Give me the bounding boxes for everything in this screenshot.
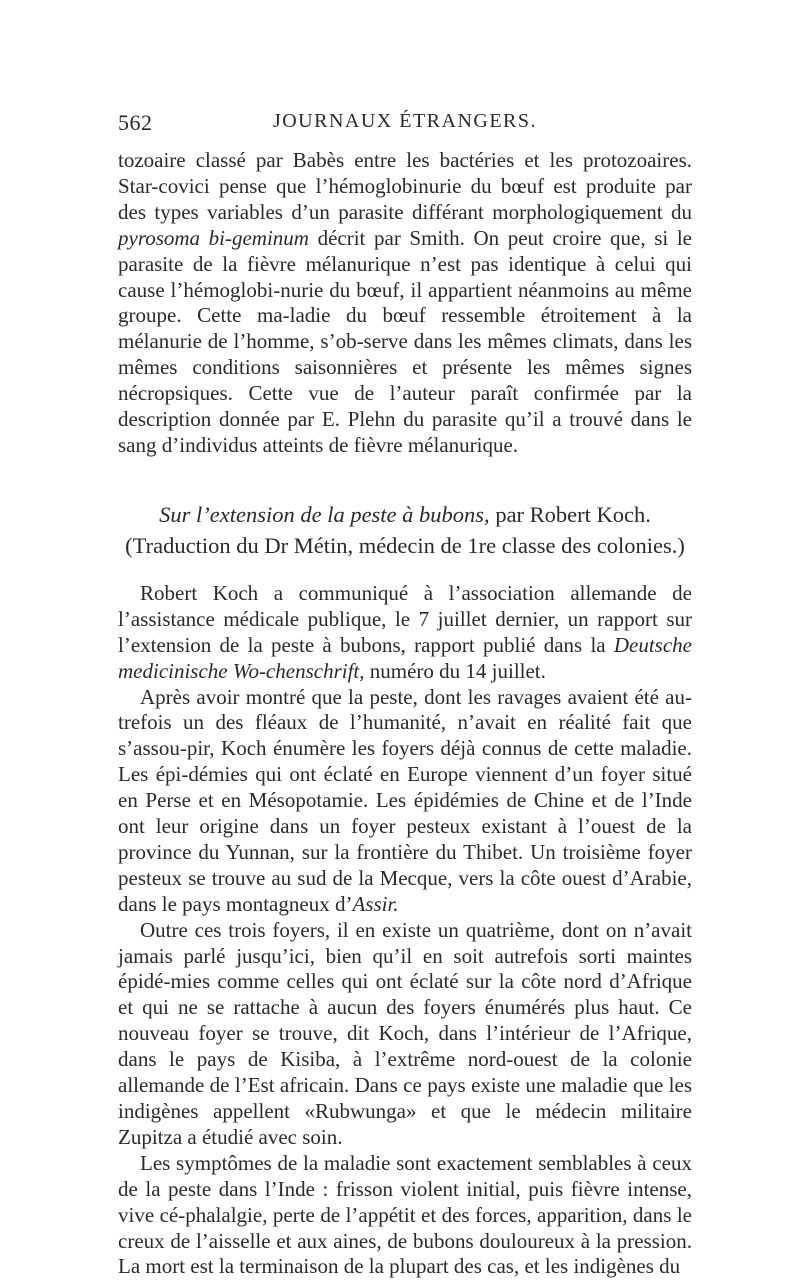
article-title [118, 499, 692, 561]
article-title-author: par Robert Koch. [489, 501, 651, 527]
paragraph-4 [118, 918, 692, 1151]
para5-text: Les symptômes de la maladie sont exactement semblables à ceux de la peste dans l’Inde : frisson violent initial, puis fièvre intense, vive cé-phalalgie, perte de l’appétit et des forces, apparition, dans le creux de l’aisselle et aux aines, de bubons douloureux à la pression. La mort est la terminaison de la plupart des cas, et les indigènes du [118, 1150, 692, 1279]
para2-text-a: Robert Koch a communiqué à l’association allemande de l’assistance médicale publique, le 7 juillet dernier, un rapport sur l’extension de la peste à bubons, rapport publié dans la [118, 580, 692, 657]
para2-text-b: numéro du 14 juillet. [364, 658, 546, 683]
para3-italic-place: Assir. [352, 891, 399, 916]
article-title-line1 [118, 499, 692, 530]
para2-italic-journal: Deutsche medicinische Wo-chenschrift, [118, 632, 692, 683]
paragraph-5 [118, 1151, 692, 1280]
page-header [118, 110, 692, 140]
paragraph-continuation [118, 148, 692, 459]
para1-italic-species: pyrosoma bi-geminum [118, 225, 309, 250]
running-head: JOURNAUX ÉTRANGERS. [272, 110, 538, 132]
para3-text-a: Après avoir montré que la peste, dont les ravages avaient été au-trefois un des fléaux de l’humanité, n’avait en réalité fait que s’assou-pir, Koch énumère les foyers déjà connus de cette maladie. Les épi-démies qui ont éclaté en Europe viennent d’un foyer situé en Perse et en Mésopotamie. Les épidémies de Chine et de l’Inde ont leur origine dans un foyer pesteux existant à l’ouest de la province du Yunnan, sur la frontière du Thibet. Un troisième foyer pesteux se trouve au sud de la Mecque, vers la côte ouest d’Arabie, dans le pays montagneux d’ [118, 684, 692, 916]
article-title-italic: Sur l’extension de la peste à bubons, [159, 501, 490, 527]
page-number: 562 [118, 110, 153, 135]
paragraph-3 [118, 685, 692, 918]
article-title-line2: (Traduction du Dr Métin, médecin de 1re classe des colonies.) [125, 532, 685, 558]
para1-text-b: décrit par Smith. On peut croire que, si le parasite de la fièvre mélanurique n’est pas identique à celui qui cause l’hémoglobi-nurie du bœuf, il appartient néanmoins au même groupe. Cette ma-ladie du bœuf ressemble étroitement à la mélanurie de l’homme, s’ob-serve dans les mêmes climats, dans les mêmes conditions saisonnières et présente les mêmes signes nécropsiques. Cette vue de l’auteur paraît confirmée par la description donnée par E. Plehn du parasite qu’il a trouvé dans le sang d’individus atteints de fièvre mélanurique. [118, 225, 692, 457]
para1-text-a: tozoaire classé par Babès entre les bactéries et les protozoaires. Star-covici pense que l’hémoglobinurie du bœuf est produite par des types variables d’un parasite différant morphologiquement du [118, 148, 692, 224]
para4-text: Outre ces trois foyers, il en existe un quatrième, dont on n’avait jamais parlé jusqu’ici, bien qu’il en soit autrefois sorti maintes épidé-mies comme celles qui ont éclaté sur la côte nord d’Afrique et qui ne se rattache à aucun des foyers énumérés plus haut. Ce nouveau foyer se trouve, dit Koch, dans l’intérieur de l’Afrique, dans le pays de Kisiba, à l’extrême nord-ouest de la colonie allemande de l’Est africain. Dans ce pays existe une maladie que les indigènes appellent «Rubwunga» et que le médecin militaire Zupitza a étudié avec soin. [118, 917, 692, 1149]
paragraph-2 [118, 581, 692, 685]
page-body [118, 148, 692, 1280]
